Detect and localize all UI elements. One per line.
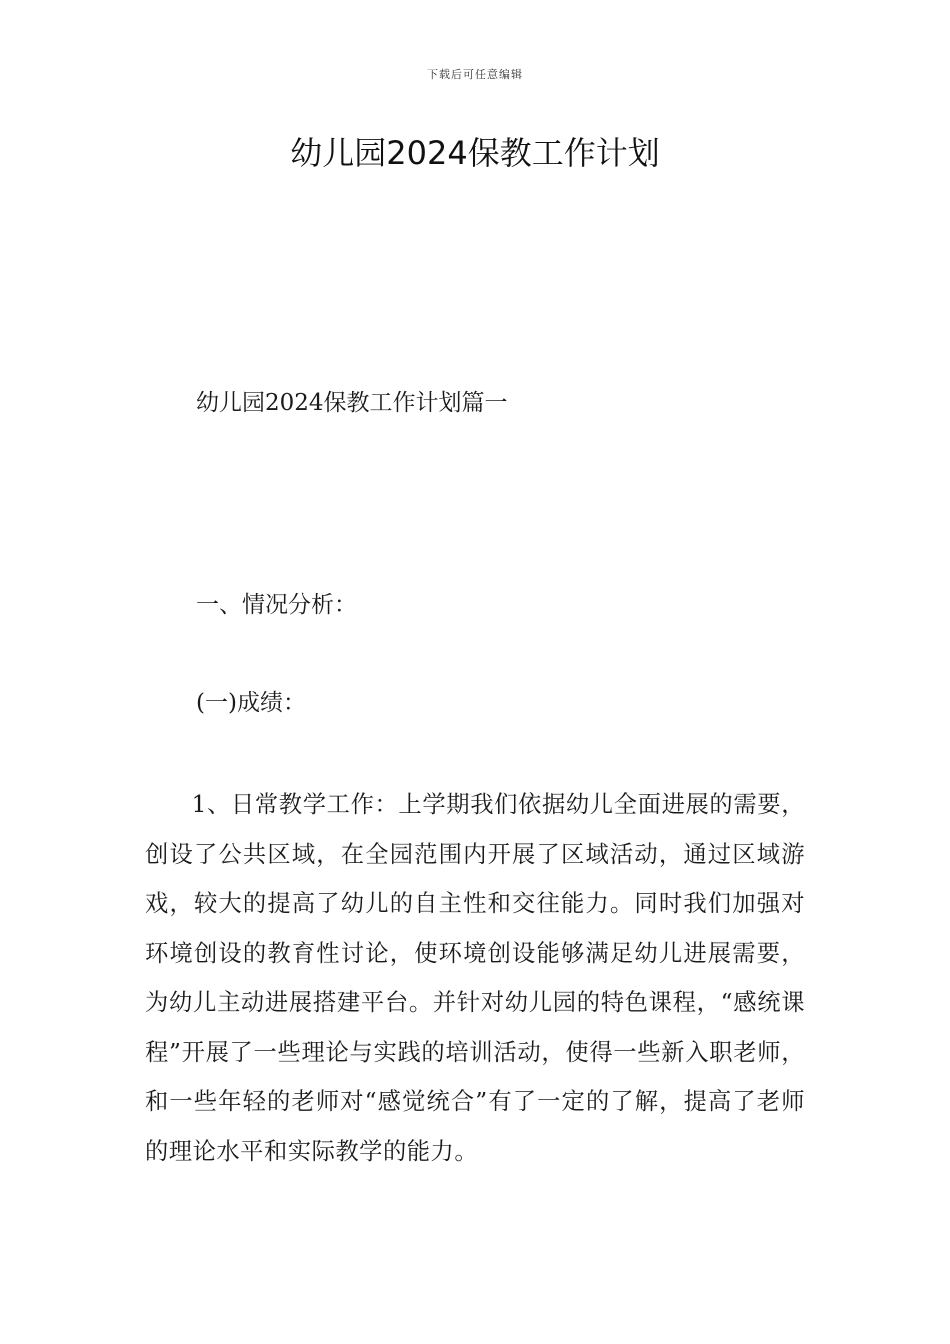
header-note: 下载后可任意编辑 xyxy=(427,68,523,81)
section-heading: 一、情况分析： xyxy=(196,592,357,618)
document-subtitle: 幼儿园2024保教工作计划篇一 xyxy=(196,390,508,416)
subsection-heading: (一)成绩： xyxy=(196,690,306,716)
body-paragraph: 1、日常教学工作：上学期我们依据幼儿全面进展的需要，创设了公共区域，在全园范围内开展了区域活动，通过区域游戏，较大的提高了幼儿的自主性和交往能力。同时我们加强对环境创设的教育性讨论，使环境创设能够满足幼儿进展需要，为幼儿主动进展搭建平台。并针对幼儿园的特色课程，“感统课程”开展了一些理论与实践的培训活动，使得一些新入职老师，和一些年轻的老师对“感觉统合”有了一定的了解，提高了老师的理论水平和实际教学的能力。 xyxy=(145,791,805,1165)
document-title: 幼儿园2024保教工作计划 xyxy=(290,134,660,172)
